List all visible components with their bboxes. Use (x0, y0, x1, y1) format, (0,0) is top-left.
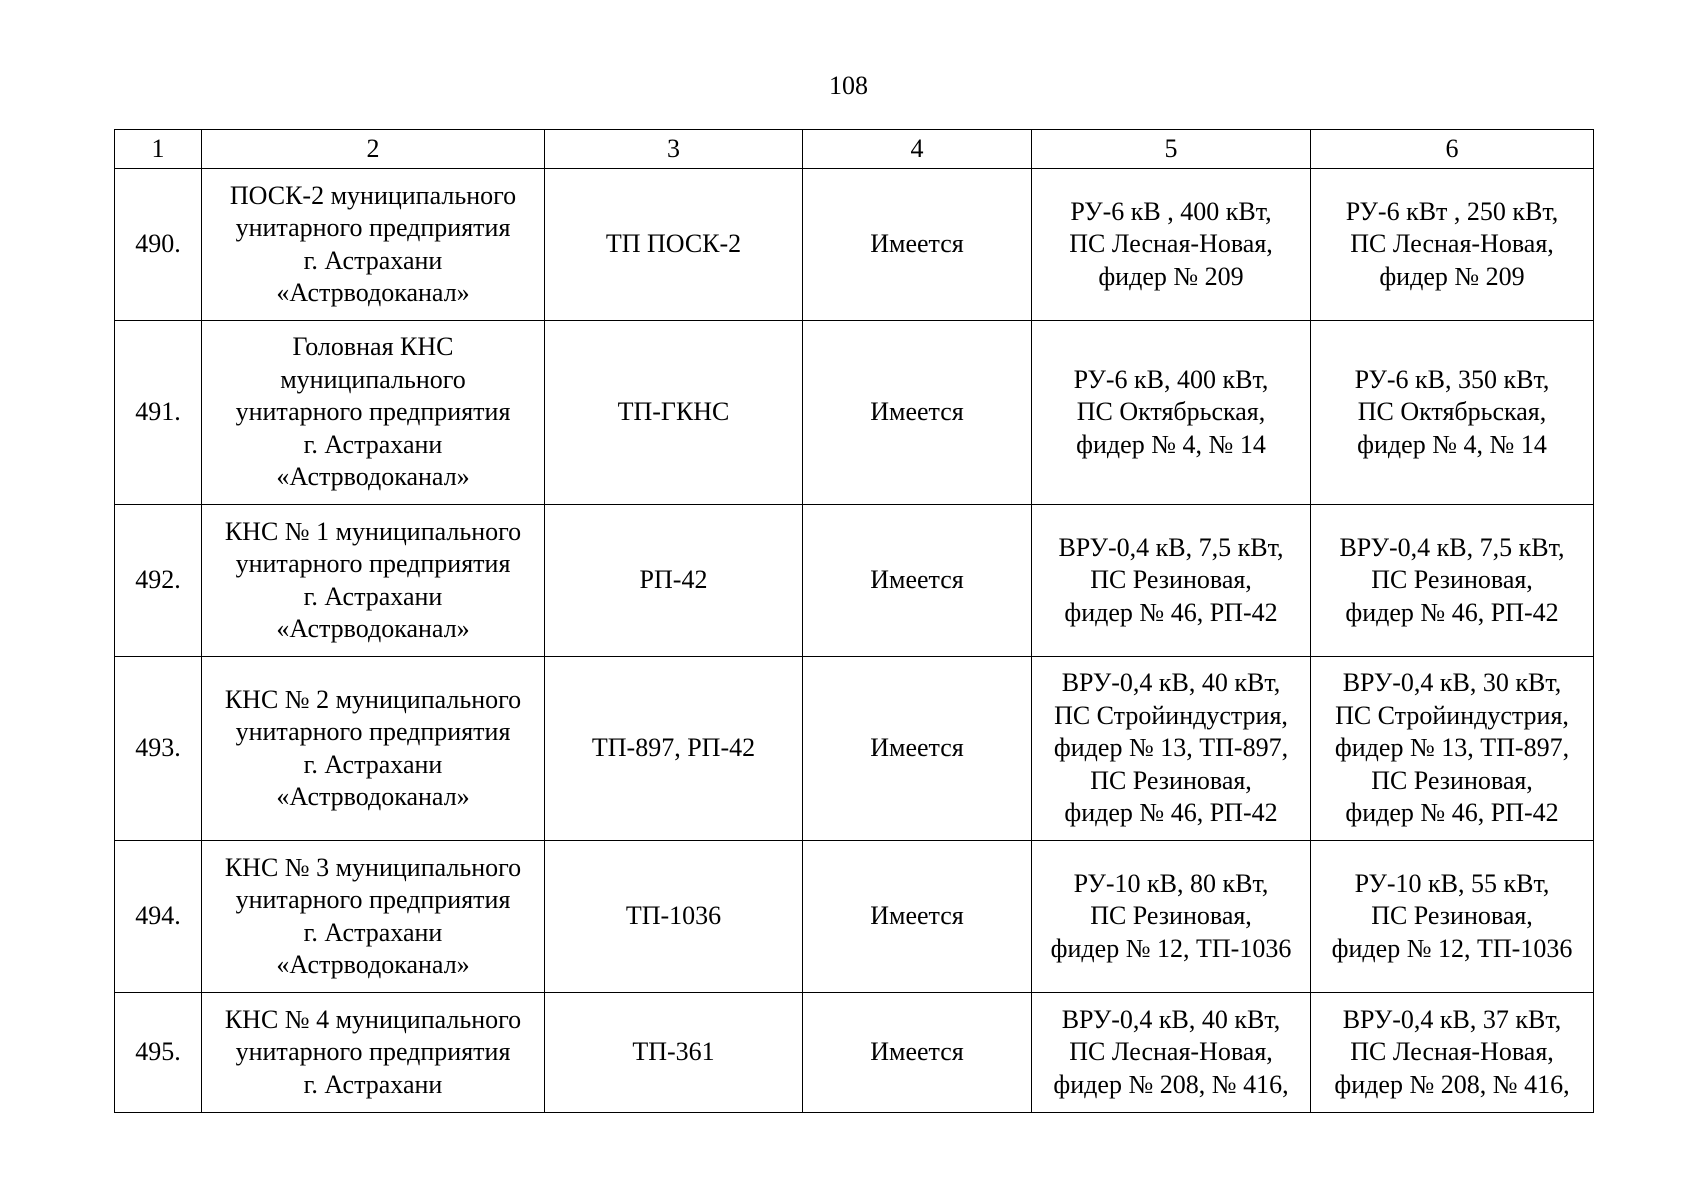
table-row (115, 657, 1594, 841)
power-connection-col6: РУ-6 кВт , 250 кВт, ПС Лесная-Новая, фидер № 209 (1311, 169, 1594, 321)
table-row (115, 321, 1594, 505)
row-number: 495. (115, 993, 202, 1113)
availability-status: Имеется (803, 841, 1032, 993)
availability-status: Имеется (803, 657, 1032, 841)
power-connection-col6: ВРУ-0,4 кВ, 7,5 кВт, ПС Резиновая, фидер № 46, РП-42 (1311, 505, 1594, 657)
row-number: 493. (115, 657, 202, 841)
object-name: КНС № 1 муниципального унитарного предприятия г. Астрахани «Астрводоканал» (202, 505, 545, 657)
power-connection-col5: РУ-6 кВ, 400 кВт, ПС Октябрьская, фидер № 4, № 14 (1032, 321, 1311, 505)
power-connection-col5: ВРУ-0,4 кВ, 40 кВт, ПС Лесная-Новая, фидер № 208, № 416, (1032, 993, 1311, 1113)
data-table (114, 129, 1594, 1113)
substation: ТП-1036 (545, 841, 803, 993)
row-number: 490. (115, 169, 202, 321)
power-connection-col6: ВРУ-0,4 кВ, 37 кВт, ПС Лесная-Новая, фидер № 208, № 416, (1311, 993, 1594, 1113)
power-connection-col5: ВРУ-0,4 кВ, 7,5 кВт, ПС Резиновая, фидер № 46, РП-42 (1032, 505, 1311, 657)
table-row (115, 505, 1594, 657)
column-number-row (115, 130, 1594, 169)
power-connection-col5: РУ-6 кВ , 400 кВт, ПС Лесная-Новая, фидер № 209 (1032, 169, 1311, 321)
column-number: 3 (545, 130, 803, 169)
availability-status: Имеется (803, 169, 1032, 321)
column-number: 2 (202, 130, 545, 169)
column-number: 6 (1311, 130, 1594, 169)
row-number: 492. (115, 505, 202, 657)
table-row (115, 841, 1594, 993)
column-number: 4 (803, 130, 1032, 169)
power-connection-col6: РУ-10 кВ, 55 кВт, ПС Резиновая, фидер № 12, ТП-1036 (1311, 841, 1594, 993)
table-row (115, 993, 1594, 1113)
availability-status: Имеется (803, 505, 1032, 657)
row-number: 491. (115, 321, 202, 505)
power-connection-col6: ВРУ-0,4 кВ, 30 кВт, ПС Стройиндустрия, фидер № 13, ТП-897, ПС Резиновая, фидер № 46, РП-42 (1311, 657, 1594, 841)
table-row (115, 169, 1594, 321)
object-name: КНС № 4 муниципального унитарного предприятия г. Астрахани (202, 993, 545, 1113)
column-number: 5 (1032, 130, 1311, 169)
availability-status: Имеется (803, 321, 1032, 505)
substation: ТП ПОСК-2 (545, 169, 803, 321)
power-connection-col5: ВРУ-0,4 кВ, 40 кВт, ПС Стройиндустрия, фидер № 13, ТП-897, ПС Резиновая, фидер № 46, РП-42 (1032, 657, 1311, 841)
page-number: 108 (829, 71, 868, 100)
power-connection-col6: РУ-6 кВ, 350 кВт, ПС Октябрьская, фидер № 4, № 14 (1311, 321, 1594, 505)
object-name: КНС № 3 муниципального унитарного предприятия г. Астрахани «Астрводоканал» (202, 841, 545, 993)
substation: РП-42 (545, 505, 803, 657)
object-name: ПОСК-2 муниципального унитарного предприятия г. Астрахани «Астрводоканал» (202, 169, 545, 321)
power-connection-col5: РУ-10 кВ, 80 кВт, ПС Резиновая, фидер № 12, ТП-1036 (1032, 841, 1311, 993)
substation: ТП-897, РП-42 (545, 657, 803, 841)
column-number: 1 (115, 130, 202, 169)
substation: ТП-361 (545, 993, 803, 1113)
object-name: Головная КНС муниципального унитарного предприятия г. Астрахани «Астрводоканал» (202, 321, 545, 505)
availability-status: Имеется (803, 993, 1032, 1113)
substation: ТП-ГКНС (545, 321, 803, 505)
row-number: 494. (115, 841, 202, 993)
object-name: КНС № 2 муниципального унитарного предприятия г. Астрахани «Астрводоканал» (202, 657, 545, 841)
